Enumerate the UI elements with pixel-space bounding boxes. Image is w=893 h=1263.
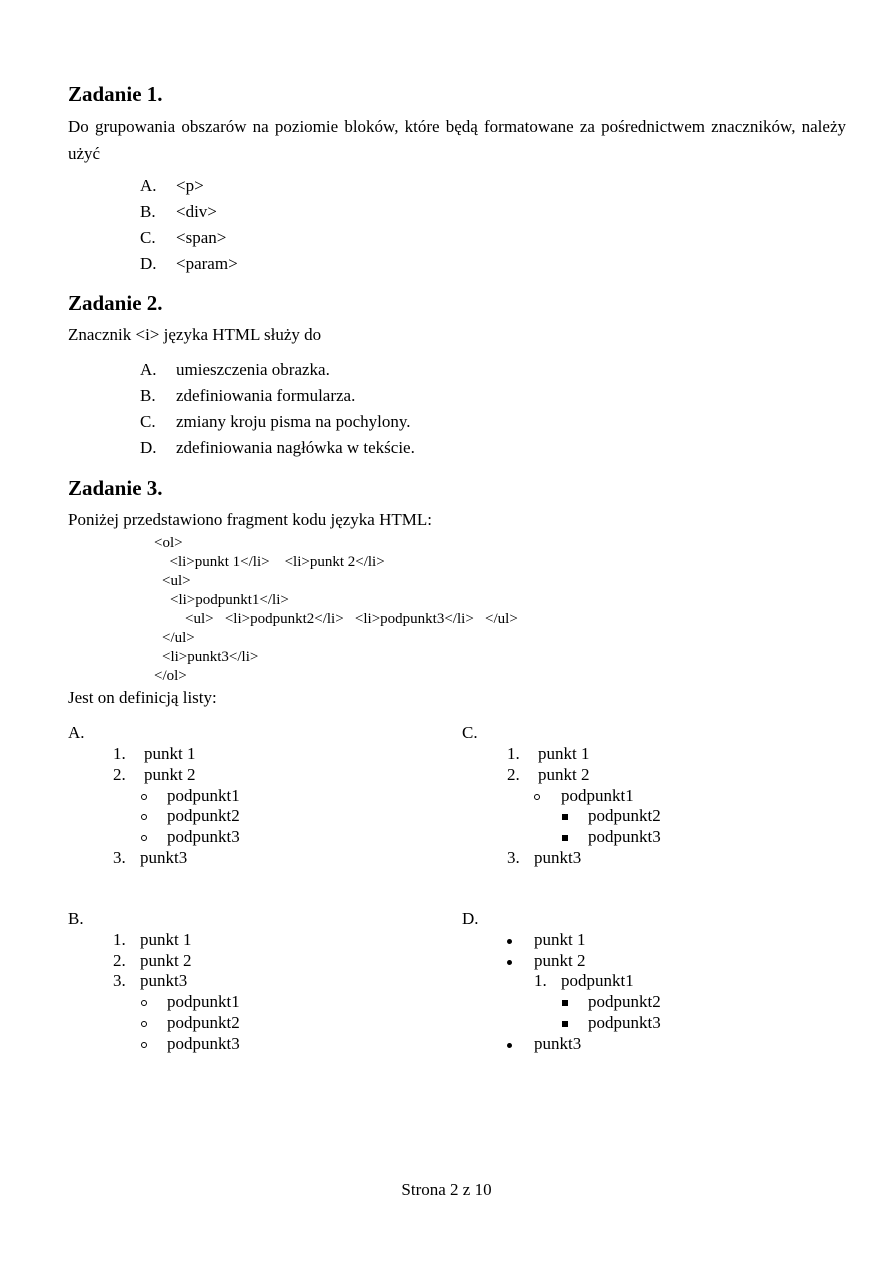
list-item-text: punkt 2	[534, 951, 586, 970]
task2-title: Zadanie 2.	[68, 291, 163, 315]
list-item-text: punkt3	[534, 848, 582, 867]
list-item-text: podpunkt3	[167, 1034, 240, 1053]
list-item-text: punkt 1	[144, 744, 196, 763]
list-item	[534, 786, 634, 806]
list-item	[507, 1034, 581, 1054]
list-item-text: punkt 1	[534, 930, 586, 949]
list-item	[141, 1034, 240, 1054]
list-marker: 3.	[113, 971, 126, 990]
code-line: </ul>	[162, 630, 195, 646]
list-item	[113, 951, 191, 971]
option-letter: D.	[140, 254, 157, 273]
list-item-text: podpunkt2	[167, 1013, 240, 1032]
task2-option-a	[140, 360, 330, 380]
list-marker: 3.	[113, 848, 126, 867]
task1-option-b	[140, 202, 217, 222]
disc-bullet-icon	[507, 960, 512, 965]
option-text: <span>	[176, 228, 227, 247]
code-line: <li>podpunkt1</li>	[170, 592, 289, 608]
task2-option-b	[140, 386, 355, 406]
task3-title: Zadanie 3.	[68, 476, 163, 500]
circle-bullet-icon	[141, 1000, 147, 1006]
list-item-text: punkt3	[534, 1034, 582, 1053]
code-line: <li>punkt 1</li> <li>punkt 2</li>	[162, 554, 385, 570]
list-item-text: punkt 2	[144, 765, 196, 784]
list-marker: 1.	[534, 971, 547, 990]
list-item-text: punkt 1	[538, 744, 590, 763]
circle-bullet-icon	[141, 1021, 147, 1027]
disc-bullet-icon	[507, 939, 512, 944]
list-item	[534, 971, 634, 991]
list-item	[113, 848, 187, 868]
list-item-text: punkt 2	[538, 765, 590, 784]
code-line: <li>punkt3</li>	[162, 649, 259, 665]
task1-option-d	[140, 254, 238, 274]
list-marker: 1.	[113, 930, 126, 949]
option-text: zmiany kroju pisma na pochylony.	[176, 412, 411, 431]
answer-d-letter: D.	[462, 909, 479, 928]
option-text: <div>	[176, 202, 217, 221]
option-letter: B.	[140, 202, 156, 221]
list-item-text: punkt 1	[140, 930, 192, 949]
list-item	[507, 744, 589, 764]
code-line: </ol>	[154, 668, 187, 684]
list-item	[562, 1013, 661, 1033]
list-item-text: podpunkt1	[561, 971, 634, 990]
code-line: <ul> <li>podpunkt2</li> <li>podpunkt3</li> </ul>	[170, 611, 518, 627]
circle-bullet-icon	[141, 835, 147, 841]
list-item	[113, 765, 195, 785]
task1-option-a	[140, 176, 204, 196]
option-text: umieszczenia obrazka.	[176, 360, 330, 379]
task2-option-c	[140, 412, 411, 432]
list-item	[562, 992, 661, 1012]
task1-option-c	[140, 228, 226, 248]
list-marker: 1.	[113, 744, 126, 763]
list-marker: 3.	[507, 848, 520, 867]
list-item	[141, 992, 240, 1012]
code-line: <ol>	[154, 535, 183, 551]
option-text: zdefiniowania formularza.	[176, 386, 356, 405]
list-item-text: punkt3	[140, 848, 188, 867]
list-item	[507, 765, 589, 785]
task3-question: Jest on definicją listy:	[68, 688, 217, 707]
list-item-text: punkt 2	[140, 951, 192, 970]
page-number: Strona 2 z 10	[401, 1180, 492, 1199]
list-item-text: podpunkt1	[167, 992, 240, 1011]
square-bullet-icon	[562, 1000, 568, 1006]
option-text: zdefiniowania nagłówka w tekście.	[176, 438, 415, 457]
list-item	[113, 971, 187, 991]
option-letter: A.	[140, 360, 157, 379]
option-letter: C.	[140, 412, 156, 431]
task2-question: Znacznik <i> języka HTML służy do	[68, 325, 322, 344]
task2-option-d	[140, 438, 415, 458]
circle-bullet-icon	[141, 814, 147, 820]
list-item-text: podpunkt2	[588, 992, 661, 1011]
list-item-text: podpunkt2	[588, 806, 661, 825]
square-bullet-icon	[562, 1021, 568, 1027]
list-item	[562, 827, 661, 847]
list-item	[113, 744, 195, 764]
list-item	[141, 806, 240, 826]
code-line: <ul>	[162, 573, 191, 589]
task1-question: Do grupowania obszarów na poziomie bloków, które będą formatowane za pośrednictwem znaczników, należy użyć	[68, 117, 846, 163]
option-letter: A.	[140, 176, 157, 195]
list-item-text: podpunkt1	[561, 786, 634, 805]
list-item	[507, 930, 585, 950]
list-item	[507, 951, 585, 971]
option-text: <p>	[176, 176, 204, 195]
option-text: <param>	[176, 254, 238, 273]
list-item-text: podpunkt3	[588, 1013, 661, 1032]
list-item	[141, 1013, 240, 1033]
answer-c-letter: C.	[462, 723, 478, 742]
square-bullet-icon	[562, 835, 568, 841]
list-item	[562, 806, 661, 826]
list-item	[141, 827, 240, 847]
list-item	[507, 848, 581, 868]
list-item-text: podpunkt3	[588, 827, 661, 846]
option-letter: B.	[140, 386, 156, 405]
list-item-text: podpunkt1	[167, 786, 240, 805]
option-letter: D.	[140, 438, 157, 457]
list-marker: 2.	[113, 951, 126, 970]
list-item	[113, 930, 191, 950]
circle-bullet-icon	[141, 1042, 147, 1048]
task3-intro: Poniżej przedstawiono fragment kodu języka HTML:	[68, 510, 432, 529]
circle-bullet-icon	[534, 794, 540, 800]
disc-bullet-icon	[507, 1043, 512, 1048]
list-item-text: podpunkt2	[167, 806, 240, 825]
list-marker: 1.	[507, 744, 520, 763]
answer-b-letter: B.	[68, 909, 84, 928]
square-bullet-icon	[562, 814, 568, 820]
list-marker: 2.	[113, 765, 126, 784]
answer-a-letter: A.	[68, 723, 85, 742]
list-item	[141, 786, 240, 806]
option-letter: C.	[140, 228, 156, 247]
list-marker: 2.	[507, 765, 520, 784]
list-item-text: punkt3	[140, 971, 188, 990]
circle-bullet-icon	[141, 794, 147, 800]
task1-title: Zadanie 1.	[68, 82, 163, 106]
list-item-text: podpunkt3	[167, 827, 240, 846]
